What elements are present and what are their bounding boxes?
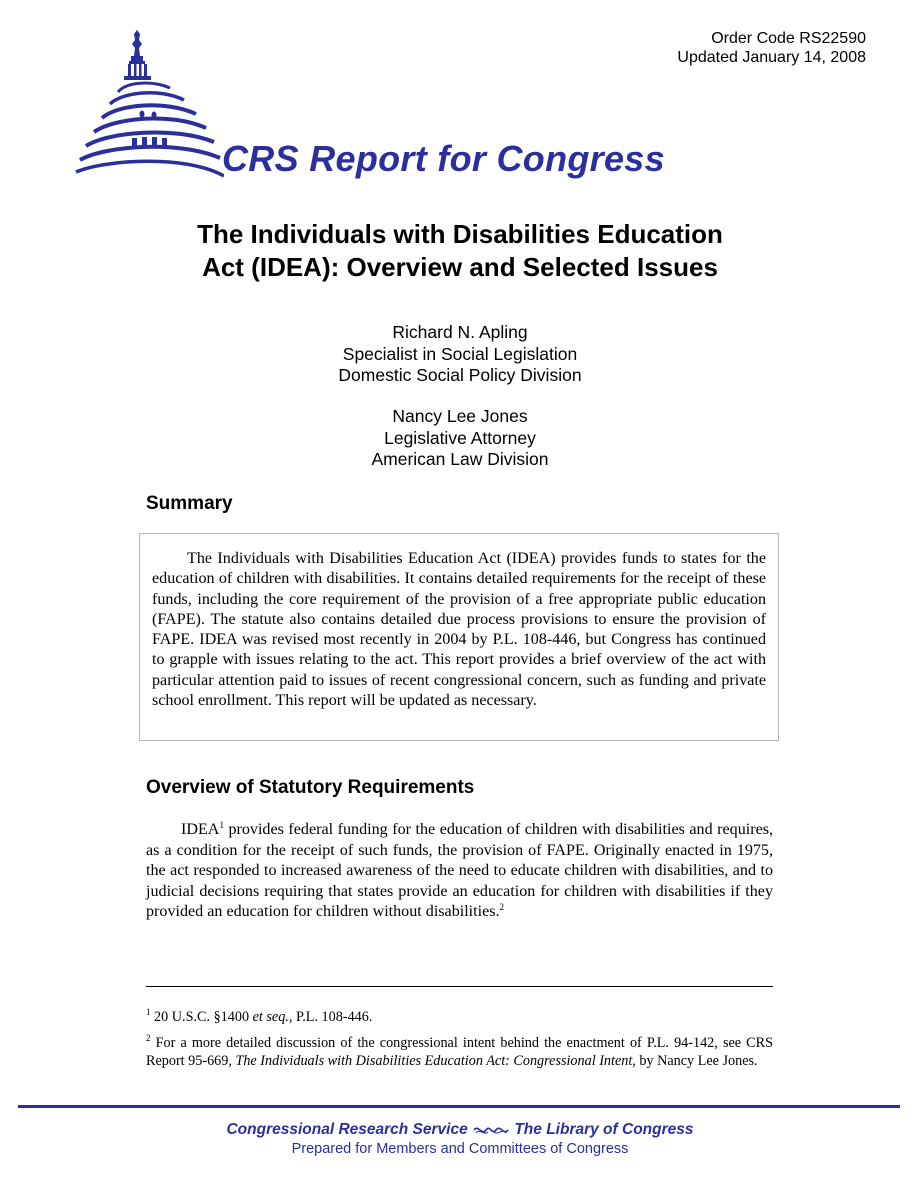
- footer-org-crs: Congressional Research Service: [226, 1121, 468, 1138]
- author-block-1: [0, 322, 920, 387]
- overview-body: provides federal funding for the education of children with disabilities and requires, as a condition for the receipt of such funds, the provision of FAPE. Originally enacted in 1975, the act responded to increased awareness of the need to educate children with disabilities, and to judicial decisions requiring that states provide an education for children with disabilities if they provided an education for children without disabilities.: [146, 821, 773, 921]
- author-division: Domestic Social Policy Division: [338, 365, 582, 385]
- author-division: American Law Division: [371, 449, 549, 469]
- summary-box: [139, 533, 779, 741]
- overview-lead-word: IDEA: [181, 821, 220, 838]
- order-code-block: [677, 29, 866, 67]
- footnote-ref-1[interactable]: 1: [219, 820, 224, 830]
- overview-heading: Overview of Statutory Requirements: [146, 777, 475, 798]
- report-title: [0, 218, 920, 284]
- updated-date: Updated January 14, 2008: [677, 49, 866, 66]
- page-footer: [0, 1120, 920, 1159]
- footnote-text: For a more detailed discussion of the congressional intent behind the enactment of P.L. 94-142, see CRS Report 95-669,: [146, 1035, 773, 1069]
- order-code: Order Code RS22590: [711, 30, 866, 47]
- author-block-2: [0, 406, 920, 471]
- footnote-italic: et seq.: [252, 1009, 289, 1025]
- footnote-number: 1: [146, 1007, 151, 1017]
- capitol-dome-icon: [74, 26, 224, 191]
- footnote-ref-2[interactable]: 2: [499, 902, 505, 913]
- overview-paragraph: [146, 820, 773, 923]
- author-name: Nancy Lee Jones: [392, 406, 528, 426]
- footnote-number: 2: [146, 1033, 151, 1043]
- author-name: Richard N. Apling: [392, 322, 528, 342]
- ornament-swirl-icon: [472, 1124, 510, 1136]
- footnote-italic: The Individuals with Disabilities Education Act: Congressional Intent: [235, 1052, 633, 1069]
- report-title-line-1: The Individuals with Disabilities Education: [197, 219, 723, 249]
- brand-title: CRS Report for Congress: [222, 138, 665, 179]
- footnote-text: 20 U.S.C. §1400: [150, 1009, 253, 1025]
- footer-divider: [18, 1105, 900, 1108]
- author-title: Specialist in Social Legislation: [342, 343, 578, 364]
- author-title: Legislative Attorney: [384, 427, 536, 448]
- footnote-divider: [146, 986, 773, 987]
- footnote-1: [146, 1009, 773, 1027]
- footnote-text: , by Nancy Lee Jones.: [632, 1052, 758, 1069]
- footnote-text: , P.L. 108-446.: [288, 1009, 373, 1025]
- report-title-line-2: Act (IDEA): Overview and Selected Issues: [202, 252, 718, 282]
- summary-heading: Summary: [146, 493, 233, 514]
- footnote-2: [146, 1035, 773, 1071]
- footer-org-loc: The Library of Congress: [514, 1121, 694, 1138]
- summary-text: The Individuals with Disabilities Education Act (IDEA) provides funds to states for the education of children with disabilities. It contains detailed requirements for the receipt of these funds, including the core requirement of the provision of a free appropriate public education (FAPE). The statute also contains detailed due process provisions to ensure the provision of FAPE. IDEA was revised most recently in 2004 by P.L. 108-446, but Congress has continued to grapple with issues relating to the act. This report provides a brief overview of the act with particular attention paid to issues of recent congressional concern, such as funding and private school enrollment. This report will be updated as necessary.: [152, 550, 766, 710]
- footer-tagline: Prepared for Members and Committees of Congress: [291, 1141, 629, 1157]
- footer-org-line: [0, 1120, 920, 1140]
